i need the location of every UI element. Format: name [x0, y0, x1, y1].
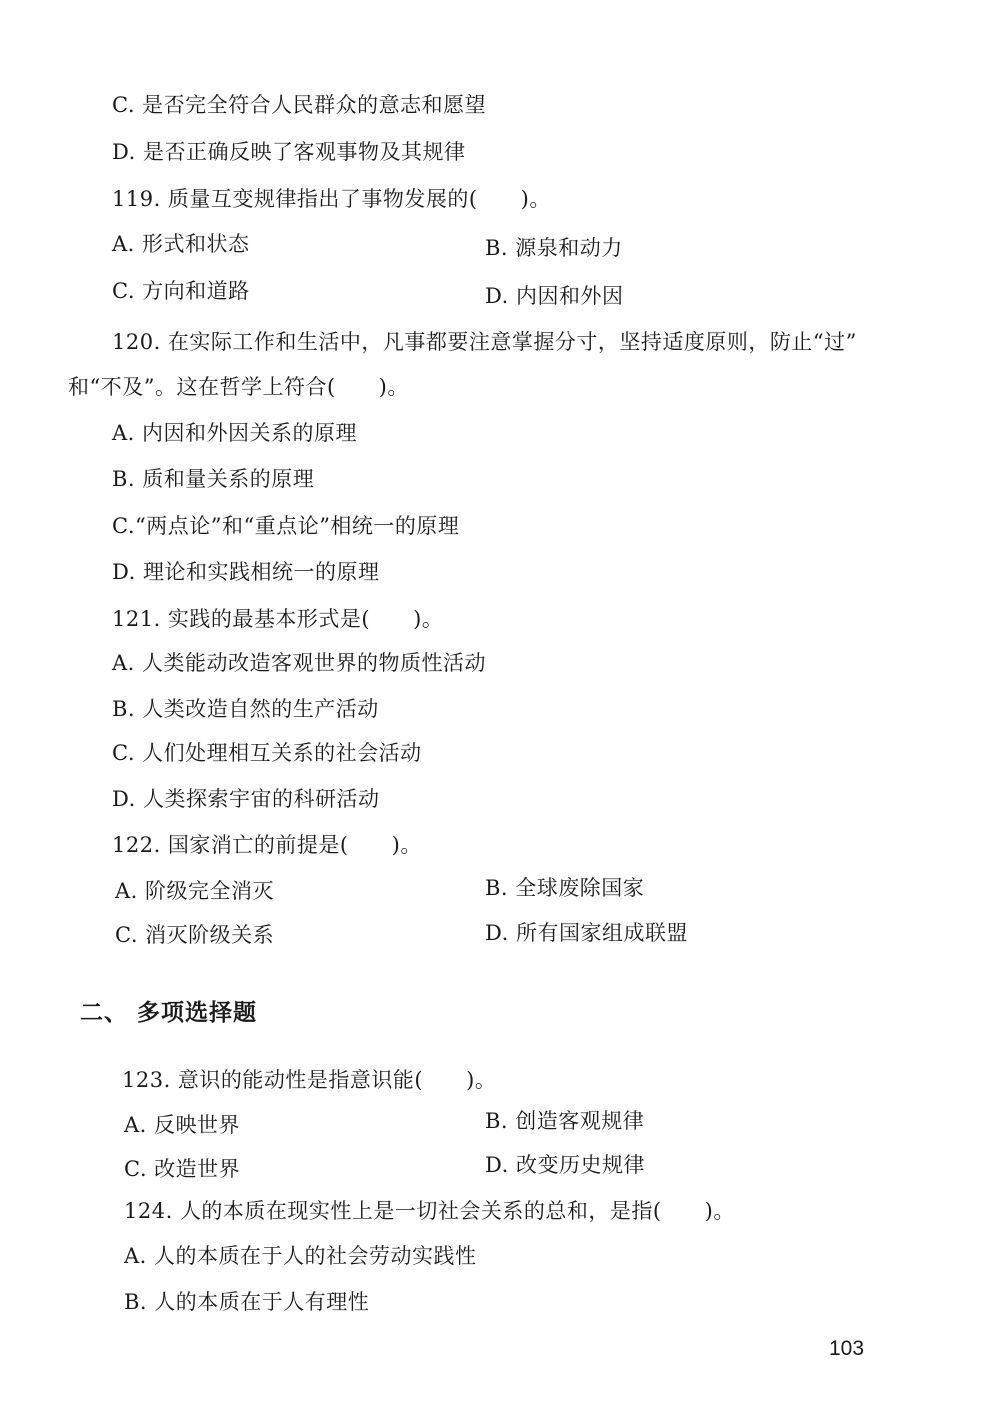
- option-118-c: C. 是否完全符合人民群众的意志和愿望: [112, 93, 487, 117]
- question-124: 124. 人的本质在现实性上是一切社会关系的总和，是指( )。: [124, 1199, 735, 1223]
- option-123-d: D. 改变历史规律: [485, 1153, 645, 1177]
- option-121-c: C. 人们处理相互关系的社会活动: [112, 741, 422, 765]
- question-120-cont: 和“不及”。这在哲学上符合( )。: [68, 375, 409, 399]
- option-119-a: A. 形式和状态: [112, 232, 250, 256]
- question-122: 122. 国家消亡的前提是( )。: [112, 833, 422, 857]
- option-123-b: B. 创造客观规律: [485, 1109, 645, 1133]
- option-122-c: C. 消灭阶级关系: [115, 923, 275, 947]
- option-123-c: C. 改造世界: [124, 1157, 241, 1181]
- option-121-a: A. 人类能动改造客观世界的物质性活动: [112, 651, 487, 675]
- option-124-a: A. 人的本质在于人的社会劳动实践性: [124, 1244, 477, 1268]
- option-122-a: A. 阶级完全消灭: [115, 879, 275, 903]
- option-121-b: B. 人类改造自然的生产活动: [112, 697, 379, 721]
- option-122-d: D. 所有国家组成联盟: [485, 921, 688, 945]
- option-119-b: B. 源泉和动力: [485, 236, 623, 260]
- option-120-c: C.“两点论”和“重点论”相统一的原理: [112, 514, 460, 538]
- option-118-d: D. 是否正确反映了客观事物及其规律: [112, 140, 466, 164]
- page-number: 103: [829, 1337, 865, 1360]
- option-120-d: D. 理论和实践相统一的原理: [112, 560, 380, 584]
- option-119-d: D. 内因和外因: [485, 284, 624, 308]
- option-124-b: B. 人的本质在于人有理性: [124, 1290, 370, 1314]
- option-123-a: A. 反映世界: [124, 1113, 241, 1137]
- option-120-a: A. 内因和外因关系的原理: [112, 421, 358, 445]
- question-119: 119. 质量互变规律指出了事物发展的( )。: [112, 187, 551, 211]
- question-120: 120. 在实际工作和生活中，凡事都要注意掌握分寸，坚持适度原则，防止“过”: [112, 330, 857, 354]
- option-122-b: B. 全球废除国家: [485, 876, 645, 900]
- option-121-d: D. 人类探索宇宙的科研活动: [112, 787, 380, 811]
- question-123: 123. 意识的能动性是指意识能( )。: [122, 1068, 497, 1092]
- option-120-b: B. 质和量关系的原理: [112, 467, 315, 491]
- question-121: 121. 实践的最基本形式是( )。: [112, 607, 444, 631]
- option-119-c: C. 方向和道路: [112, 279, 250, 303]
- section-heading: 二、 多项选择题: [80, 1000, 258, 1026]
